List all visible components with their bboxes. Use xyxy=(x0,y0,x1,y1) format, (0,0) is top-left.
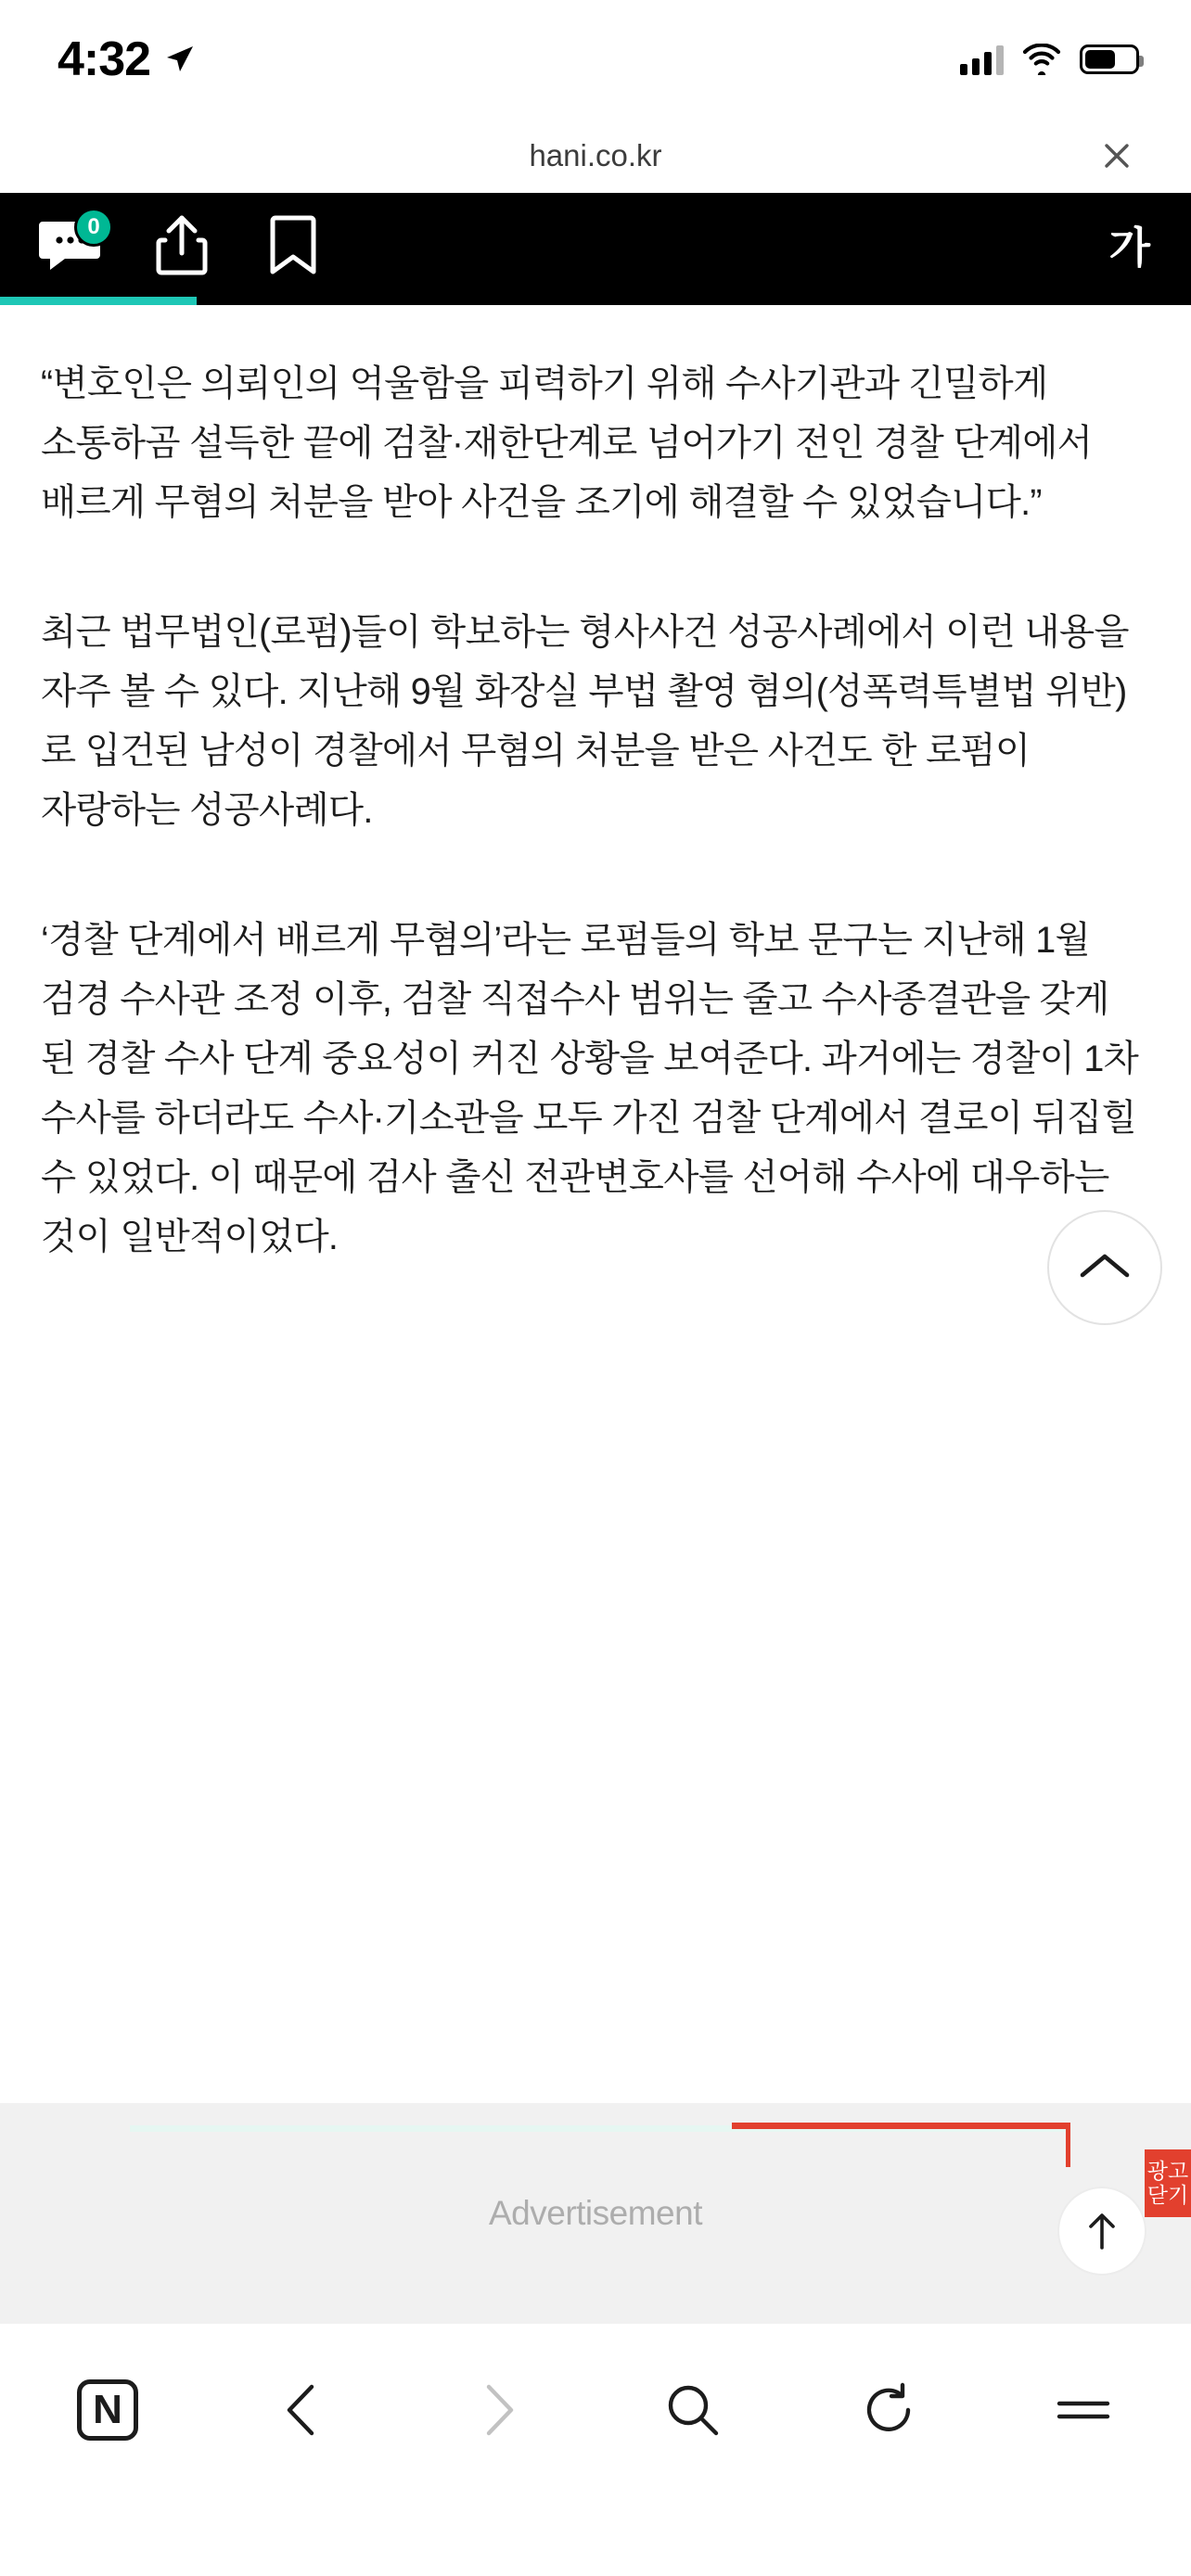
url-bar[interactable] xyxy=(0,119,1191,193)
scroll-to-top-button[interactable] xyxy=(1047,1210,1162,1325)
floating-scroll-up-button[interactable] xyxy=(1057,2187,1146,2276)
article-paragraph: ‘경찰 단계에서 배르게 무혐의’라는 로펌들의 학보 문구는 지난해 1월 검경 수사관 조정 이후, 검찰 직접수사 범위는 줄고 수사종결관을 갖게 된 경찰 수사 단계 중요성이 커진 상황을 보여준다. 과거에는 경찰이 1차 수사를 하더라도 수사·기소관을 모두 가진 검찰 단계에서 결로이 뒤집힐 수 있었다. 이 때문에 검사 출신 전관변호사를 선어해 수사에 대우하는 것이 일반적이었다. xyxy=(41,919,1139,1257)
ad-close-tab[interactable]: 광고닫기 xyxy=(1145,2149,1191,2217)
font-size-button[interactable]: 가 xyxy=(1108,223,1150,272)
status-time: 4:32 xyxy=(58,32,151,86)
menu-icon[interactable] xyxy=(1028,2364,1139,2456)
location-arrow-icon xyxy=(163,44,195,75)
naver-app-glyph: N xyxy=(77,2379,138,2441)
browser-bottom-bar xyxy=(0,2324,1191,2576)
page-load-progress xyxy=(0,297,1191,305)
reader-toolbar-actions xyxy=(37,211,327,278)
article-paragraph: “변호인은 의뢰인의 억울함을 피력하기 위해 수사기관과 긴밀하게 소통하곰 설득한 끝에 검찰·재한단계로 넘어가기 전인 경찰 단계에서 배르게 무혐의 처분을 받아 사건을 조기에 해결할 수 있었습니다.” xyxy=(41,363,1093,523)
back-icon[interactable] xyxy=(247,2364,358,2456)
ad-progress-line-red xyxy=(732,2123,1070,2129)
comment-icon[interactable] xyxy=(37,211,104,278)
status-bar-right xyxy=(960,44,1139,75)
reload-icon[interactable] xyxy=(833,2364,944,2456)
article-body xyxy=(0,305,1191,1268)
share-upload-icon[interactable] xyxy=(148,211,215,278)
wifi-icon xyxy=(1022,44,1061,75)
close-icon[interactable] xyxy=(1096,135,1137,176)
page-load-progress-fill xyxy=(0,297,197,305)
battery-level xyxy=(1085,50,1115,69)
ad-progress-line xyxy=(130,2125,1070,2132)
article-paragraph: 최근 법무법인(로펌)들이 학보하는 형사사건 성공사례에서 이런 내용을 자주 볼 수 있다. 지난해 9월 화장실 부법 촬영 혐의(성폭력특별법 위반)로 입건된 남성이 경찰에서 무혐의 처분을 받은 사건도 한 로펌이 자랑하는 성공사례다. xyxy=(41,611,1129,831)
bookmark-icon[interactable] xyxy=(260,211,327,278)
advertisement-label: Advertisement xyxy=(489,2194,702,2232)
forward-icon xyxy=(442,2364,554,2456)
advertisement-slot[interactable] xyxy=(0,2103,1191,2324)
url-domain-label[interactable]: hani.co.kr xyxy=(529,138,662,172)
naver-app-icon[interactable] xyxy=(52,2364,163,2456)
battery-icon xyxy=(1080,45,1139,74)
chevron-up-icon xyxy=(1077,1249,1133,1286)
cellular-signal-icon xyxy=(960,44,1004,75)
status-bar-left xyxy=(58,32,195,87)
arrow-up-icon xyxy=(1080,2207,1124,2255)
comment-count-badge: 0 xyxy=(74,208,113,247)
reader-toolbar xyxy=(0,193,1191,297)
status-bar xyxy=(0,0,1191,119)
search-icon[interactable] xyxy=(637,2364,749,2456)
